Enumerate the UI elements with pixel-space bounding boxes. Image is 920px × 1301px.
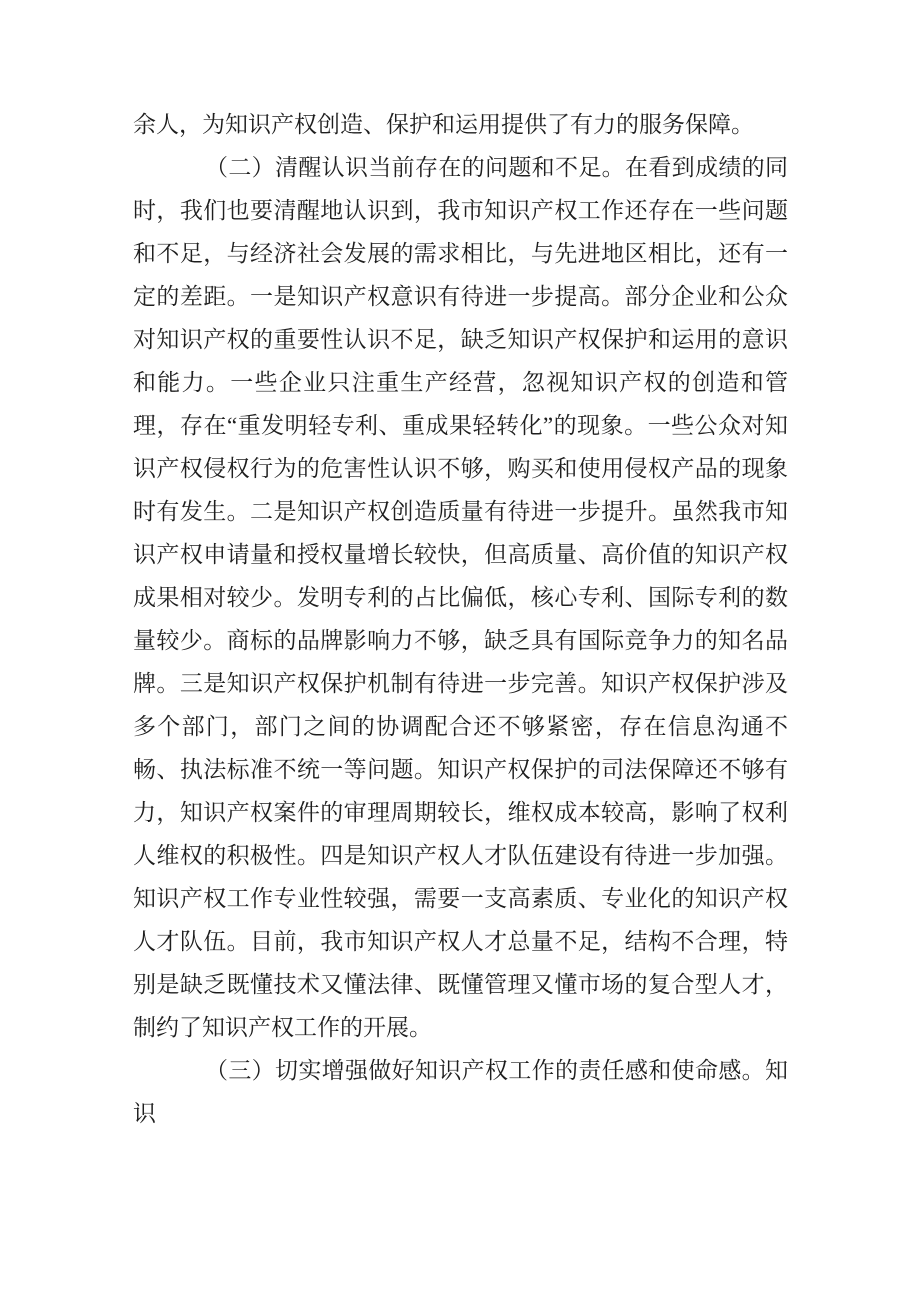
body-paragraph: （三）切实增强做好知识产权工作的责任感和使命感。知识 [133, 1058, 788, 1126]
document-body [133, 103, 788, 1135]
body-paragraph: （二）清醒认识当前存在的问题和不足。在看到成绩的同时，我们也要清醒地认识到，我市知识产权工作还存在一些问题和不足，与经济社会发展的需求相比，与先进地区相比，还有一定的差距。一是知识产权意识有待进一步提高。部分企业和公众对知识产权的重要性认识不足，缺乏知识产权保护和运用的意识和能力。一些企业只注重生产经营，忽视知识产权的创造和管理，存在“重发明轻专利、重成果轻转化”的现象。一些公众对知识产权侵权行为的危害性认识不够，购买和使用侵权产品的现象时有发生。二是知识产权创造质量有待进一步提升。虽然我市知识产权申请量和授权量增长较快，但高质量、高价值的知识产权成果相对较少。发明专利的占比偏低，核心专利、国际专利的数量较少。商标的品牌影响力不够，缺乏具有国际竞争力的知名品牌。三是知识产权保护机制有待进一步完善。知识产权保护涉及多个部门，部门之间的协调配合还不够紧密，存在信息沟通不畅、执法标准不统一等问题。知识产权保护的司法保障还不够有力，知识产权案件的审理周期较长，维权成本较高，影响了权利人维权的积极性。四是知识产权人才队伍建设有待进一步加强。知识产权工作专业性较强，需要一支高素质、专业化的知识产权人才队伍。目前，我市知识产权人才总量不足，结构不合理，特别是缺乏既懂技术又懂法律、既懂管理又懂市场的复合型人才，制约了知识产权工作的开展。 [133, 155, 788, 1040]
body-paragraph: 余人，为知识产权创造、保护和运用提供了有力的服务保障。 [133, 112, 754, 137]
